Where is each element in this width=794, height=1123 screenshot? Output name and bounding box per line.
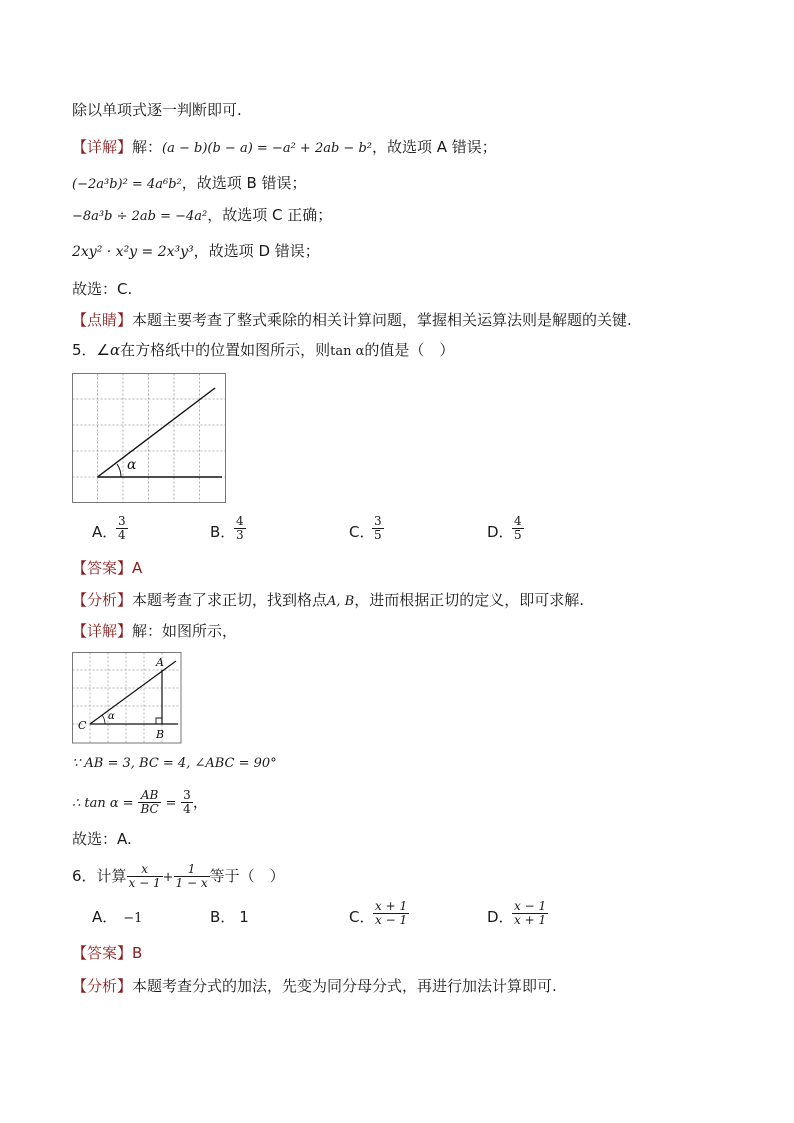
q5-triangle-figure	[72, 652, 182, 744]
q4-comment	[72, 310, 632, 330]
expr-c: −8a³b ÷ 2ab = −4a²	[72, 209, 208, 224]
q5-option-d-label: D．	[487, 523, 514, 541]
point-b-label: B	[156, 728, 165, 741]
text-line: 除以单项式逐一判断即可.	[72, 101, 242, 119]
q5-option-c-fraction: $\frac{3}{5}$	[374, 514, 382, 542]
q5-option-c-label: C．	[349, 523, 375, 541]
q5-given: ∵ AB = 3, BC = 4, ∠ABC = 90°	[72, 756, 277, 771]
q5-option-a-label: A．	[92, 523, 118, 541]
q5-stem-mid: 在方格纸中的位置如图所示，则	[120, 341, 331, 359]
q6-analysis	[72, 976, 557, 996]
angle-alpha-label: α	[127, 457, 137, 473]
q5-stem-pre: 5．∠	[72, 341, 110, 359]
q4-detail-line-a	[72, 137, 497, 159]
tail-a: ，故选项 A 错误；	[371, 138, 497, 156]
analysis-text: 本题考查分式的加法，先变为同分母分式，再进行加法计算即可.	[132, 977, 557, 995]
expr-d: 2xy² · x²y = 2x³y³	[72, 244, 194, 260]
q6-answer	[72, 943, 142, 963]
comment-text: 本题主要考查了整式乘除的相关计算问题，掌握相关运算法则是解题的关键.	[132, 311, 632, 329]
tan-fraction-value: $\frac{3}{4}$	[183, 788, 191, 816]
tail-c: ，故选项 C 正确；	[207, 206, 333, 224]
answer-tag: 【答案】	[72, 559, 133, 577]
q5-stem	[72, 340, 454, 362]
detail-intro: 解：	[132, 138, 163, 156]
q5-tan-computation	[72, 784, 208, 822]
q6-stem	[72, 858, 285, 896]
q5-choose: 故选：A.	[72, 830, 132, 848]
q6-stem-post: 等于（ ）	[209, 867, 285, 885]
q6-option-b: B． 1	[210, 908, 249, 926]
q6-stem-pre: 6．计算	[72, 867, 127, 885]
q5-answer	[72, 558, 142, 578]
q6-option-c-fraction: $\frac{x + 1}{x - 1}$	[375, 899, 408, 927]
q4-detail-line-c	[72, 205, 332, 227]
q6-option-a: A． −1	[92, 908, 143, 926]
q5-stem-alpha: α	[110, 341, 121, 359]
q5-option-a-fraction: $\frac{3}{4}$	[118, 514, 126, 542]
q4-choose: 故选：C.	[72, 280, 133, 298]
q6-option-d-fraction: $\frac{x - 1}{x + 1}$	[514, 899, 547, 927]
expr-b: (−2a³b)² = 4a⁶b²	[72, 177, 182, 192]
triangle-alpha-label: α	[108, 711, 115, 722]
q5-option-b-fraction: $\frac{4}{3}$	[236, 514, 244, 542]
q5-stem-post: 的值是（ ）	[364, 341, 455, 359]
q5-grid-figure	[72, 373, 226, 503]
tan-prefix: ∴ tan α =	[72, 796, 134, 811]
tan-equals: =	[165, 796, 177, 811]
q6-option-c-label: C．	[349, 908, 375, 926]
detail-tag: 【详解】	[72, 138, 133, 156]
point-a-label: A	[156, 656, 164, 669]
analysis-tag: 【分析】	[72, 591, 133, 609]
q5-stem-tan: tan α	[330, 344, 365, 359]
detail-text: 解：如图所示，	[132, 622, 238, 640]
tan-fraction-ab-bc: $\frac{AB}{BC}$	[140, 788, 159, 816]
q6-option-d-label: D．	[487, 908, 514, 926]
point-c-label: C	[78, 719, 87, 732]
q6-plus: +	[162, 870, 174, 885]
tail-b: ，故选项 B 错误；	[181, 174, 307, 192]
q5-detail	[72, 621, 237, 641]
tan-post: ，	[192, 793, 208, 811]
q5-option-d-fraction: $\frac{4}{5}$	[514, 514, 522, 542]
answer-tag: 【答案】	[72, 944, 133, 962]
answer-value: B	[132, 944, 143, 962]
analysis-points: A, B	[327, 594, 355, 609]
analysis-post: ，进而根据正切的定义，即可求解.	[354, 591, 585, 609]
q4-detail-line-d	[72, 241, 320, 262]
q6-fraction-1: $\frac{x}{x - 1}$	[128, 862, 161, 890]
detail-tag: 【详解】	[72, 622, 133, 640]
q4-detail-line-b	[72, 173, 307, 195]
q6-fraction-2: $\frac{1}{1 - x}$	[175, 862, 208, 890]
comment-tag: 【点睛】	[72, 311, 133, 329]
q5-option-b-label: B．	[210, 523, 236, 541]
expr-a: (a − b)(b − a) = −a² + 2ab − b²	[162, 141, 372, 156]
answer-value: A	[132, 559, 143, 577]
q5-analysis	[72, 590, 584, 612]
tail-d: ，故选项 D 错误；	[193, 242, 320, 260]
analysis-tag: 【分析】	[72, 977, 133, 995]
analysis-pre: 本题考查了求正切，找到格点	[132, 591, 328, 609]
